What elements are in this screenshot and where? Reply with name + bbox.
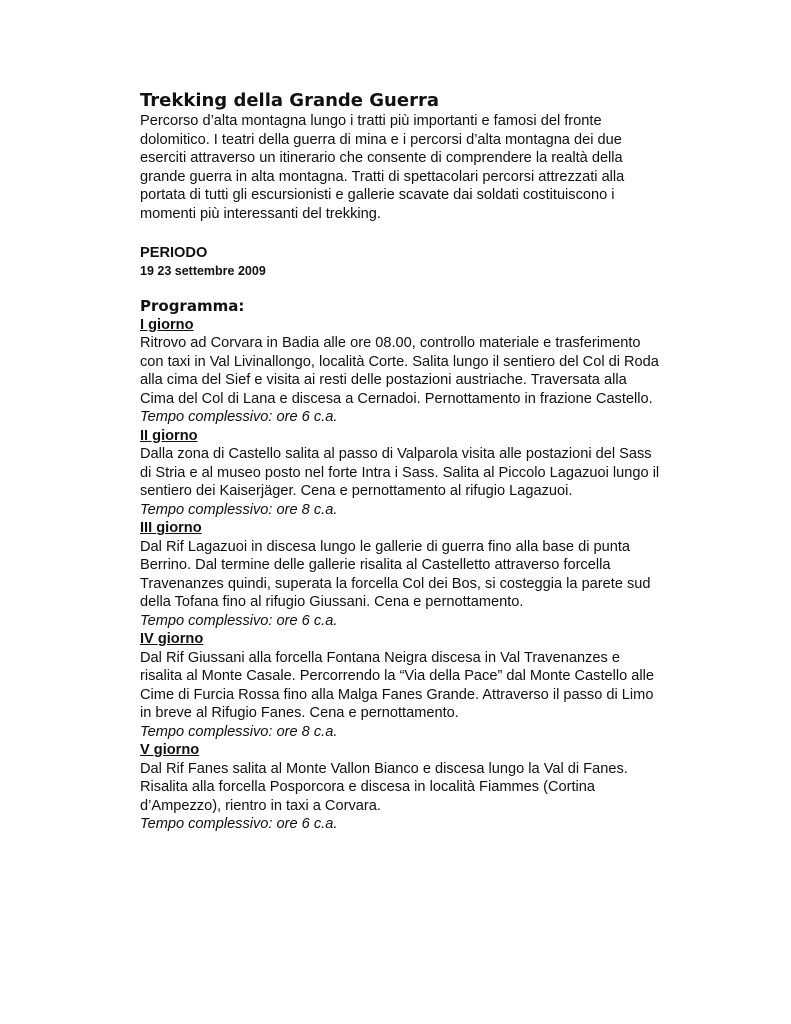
day-duration: Tempo complessivo: ore 6 c.a. [140,409,338,425]
period-dates: 19 23 settembre 2009 [140,263,266,278]
day-duration: Tempo complessivo: ore 8 c.a. [140,723,338,740]
day-section-1 [140,316,660,427]
document-title: Trekking della Grande Guerra [140,90,439,111]
day-section-5 [140,741,660,834]
day-duration: Tempo complessivo: ore 6 c.a. [140,612,338,629]
day-heading: III giorno [140,520,202,536]
day-section-2 [140,427,660,520]
program-title: Programma: [140,296,245,315]
intro-paragraph: Percorso d’alta montagna lungo i tratti più importanti e famosi del fronte dolomitico. I teatri della guerra di mina e i percorsi d’alta montagna dei due eserciti attraverso un itinerario che consente di comprendere la realtà della grande guerra in alta montagna. Tratti di spettacolari percorsi attrezzati alla portata di tutti gli escursionisti e gallerie scavate dai soldati costituiscono i momenti più interessanti del trekking. [140,113,625,222]
day-description: Dal Rif Fanes salita al Monte Vallon Bianco e discesa lungo la Val di Fanes. Risalita alla forcella Posporcora e discesa in località Fiammes (Cortina d’Ampezzo), rientro in taxi a Corvara. [140,760,628,814]
day-heading: II giorno [140,427,198,444]
day-heading: V giorno [140,742,200,758]
day-section-3 [140,519,660,630]
day-duration: Tempo complessivo: ore 6 c.a. [140,816,338,832]
day-heading: IV giorno [140,631,204,647]
document-page [140,90,660,834]
day-section-4 [140,630,660,741]
day-description: Dal Rif Giussani alla forcella Fontana Neigra discesa in Val Travenanzes e risalita al Monte Casale. Percorrendo la “Via della Pace” dal Monte Castello alle Cime di Furcia Rossa fino alla Malga Fanes Grande. Attraverso il passo di Limo in breve al Rifugio Fanes. Cena e pernottamento. [140,649,655,721]
day-description: Dal Rif Lagazuoi in discesa lungo le gallerie di guerra fino alla base di punta Berrino. Dal termine delle gallerie risalita al Castelletto attraverso forcella Travenanzes quindi, superata la forcella Col dei Bos, si costeggia la parete sud della Tofana fino al rifugio Giussani. Cena e pernottamento. [140,538,651,610]
period-label: PERIODO [140,245,208,261]
day-duration: Tempo complessivo: ore 8 c.a. [140,501,338,518]
day-description: Dalla zona di Castello salita al passo di Valparola visita alle postazioni del Sass di Stria e al museo posto nel forte Intra i Sass. Salita al Piccolo Lagazuoi lungo il sentiero dei Kaiserjäger. Cena e pernottamento al rifugio Lagazuoi. [140,446,660,499]
day-description: Ritrovo ad Corvara in Badia alle ore 08.00, controllo materiale e trasferimento con taxi in Val Livinallongo, località Corte. Salita lungo il sentiero del Col di Roda alla cima del Sief e visita ai resti delle postazioni austriache. Traversata alla Cima del Col di Lana e discesa a Cernadoi. Pernottamento in frazione Castello. [140,335,659,407]
day-heading: I giorno [140,316,194,333]
